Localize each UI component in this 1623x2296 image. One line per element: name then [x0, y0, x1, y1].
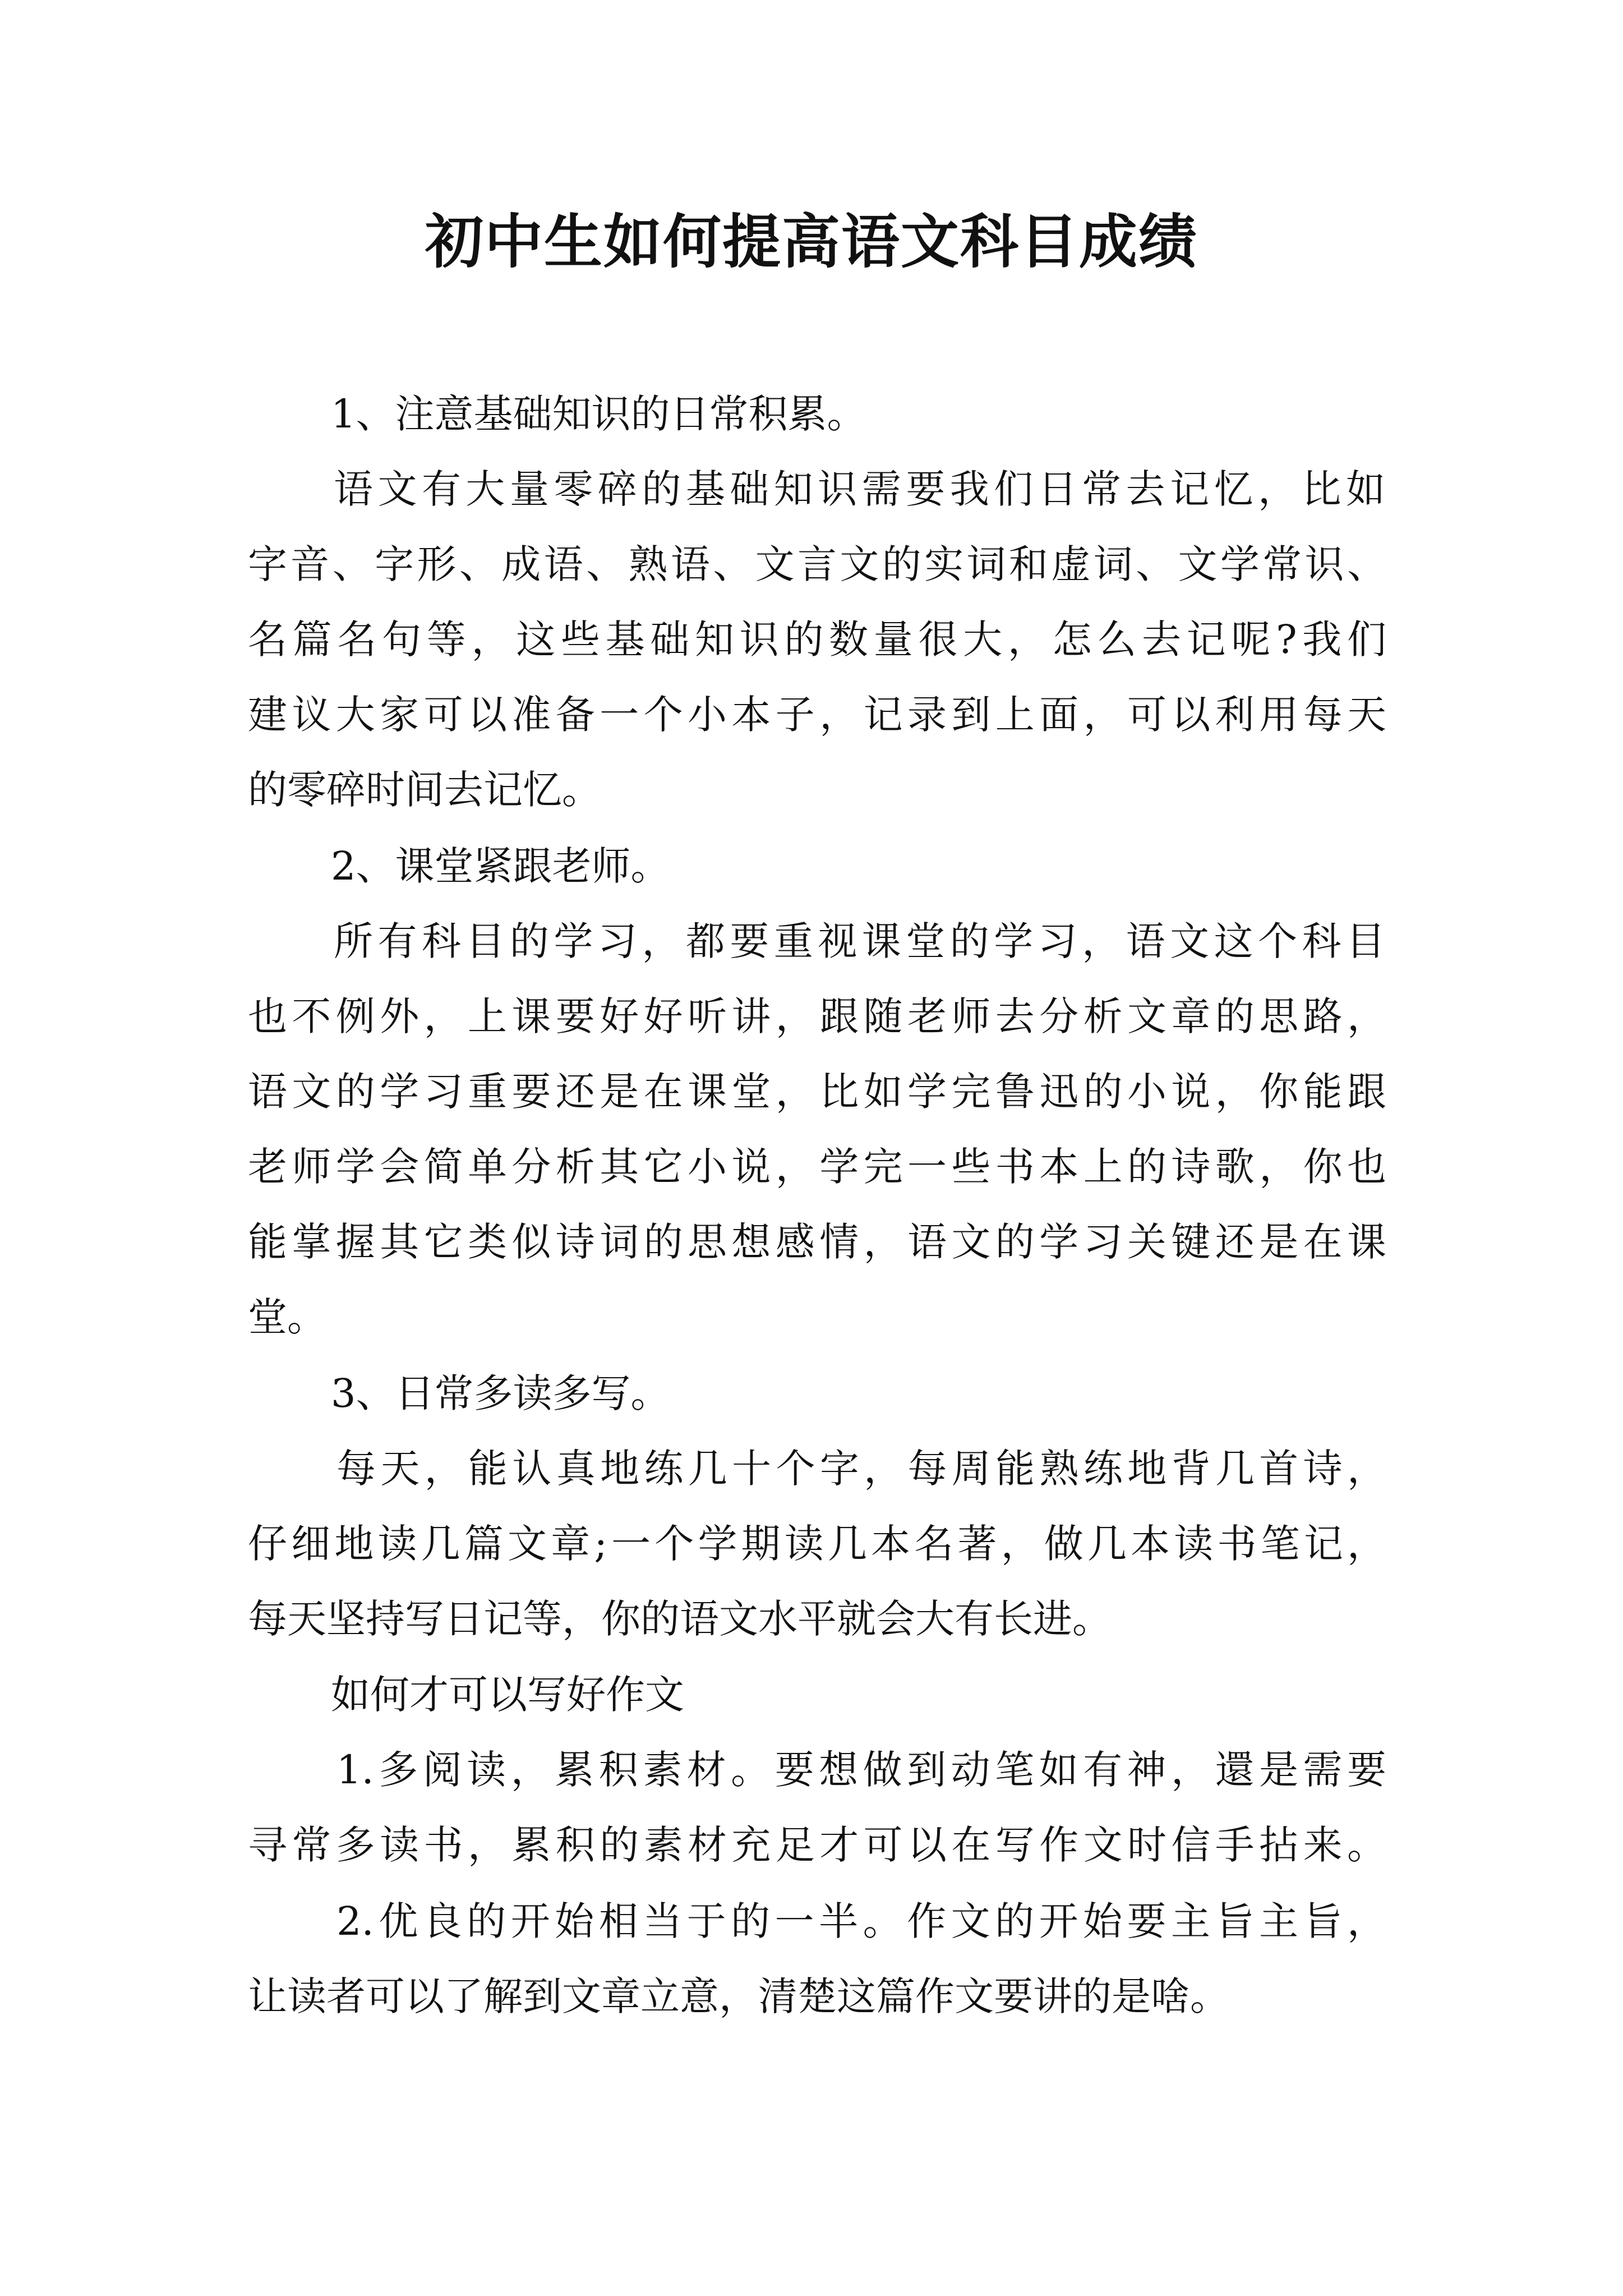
paragraph-line: 也不例外，上课要好好听讲，跟随老师去分析文章的思路，: [248, 993, 1386, 1039]
paragraph-line: 寻常多读书，累积的素材充足才可以在写作文时信手拈来。: [248, 1822, 1386, 1868]
paragraph-line: 老师学会简单分析其它小说，学完一些书本上的诗歌，你也: [248, 1144, 1386, 1190]
paragraph-line: 的零碎时间去记忆。: [248, 767, 601, 813]
paragraph-line: 让读者可以了解到文章立意，清楚这篇作文要讲的是啥。: [248, 1973, 1229, 2019]
section-heading-writing: 如何才可以写好作文: [331, 1672, 684, 1718]
document-title: 初中生如何提高语文科目成绩: [425, 207, 1198, 276]
paragraph-line: 名篇名句等，这些基础知识的数量很大，怎么去记呢?我们: [248, 616, 1386, 662]
section-heading-3: 3、日常多读多写。: [331, 1370, 670, 1416]
paragraph-line: 1.多阅读，累积素材。要想做到动笔如有神，還是需要: [336, 1747, 1386, 1793]
paragraph-line: 所有科目的学习，都要重视课堂的学习，语文这个科目: [334, 918, 1385, 964]
paragraph-line: 语文的学习重要还是在课堂，比如学完鲁迅的小说，你能跟: [248, 1069, 1386, 1115]
section-heading-2: 2、课堂紧跟老师。: [331, 843, 670, 889]
paragraph-line: 建议大家可以准备一个小本子，记录到上面，可以利用每天: [248, 692, 1386, 738]
paragraph-line: 每天坚持写日记等，你的语文水平就会大有长进。: [248, 1596, 1112, 1642]
paragraph-line: 字音、字形、成语、熟语、文言文的实词和虚词、文学常识、: [248, 541, 1386, 587]
paragraph-line: 堂。: [248, 1294, 326, 1340]
paragraph-line: 语文有大量零碎的基础知识需要我们日常去记忆，比如: [334, 466, 1385, 512]
paragraph-line: 仔细地读几篇文章;一个学期读几本名著，做几本读书笔记，: [248, 1521, 1386, 1567]
paragraph-line: 每天，能认真地练几十个字，每周能熟练地背几首诗，: [336, 1446, 1386, 1492]
paragraph-line: 2.优良的开始相当于的一半。作文的开始要主旨主旨，: [336, 1898, 1386, 1944]
paragraph-line: 能掌握其它类似诗词的思想感情，语文的学习关键还是在课: [248, 1219, 1386, 1265]
section-heading-1: 1、注意基础知识的日常积累。: [331, 391, 866, 437]
